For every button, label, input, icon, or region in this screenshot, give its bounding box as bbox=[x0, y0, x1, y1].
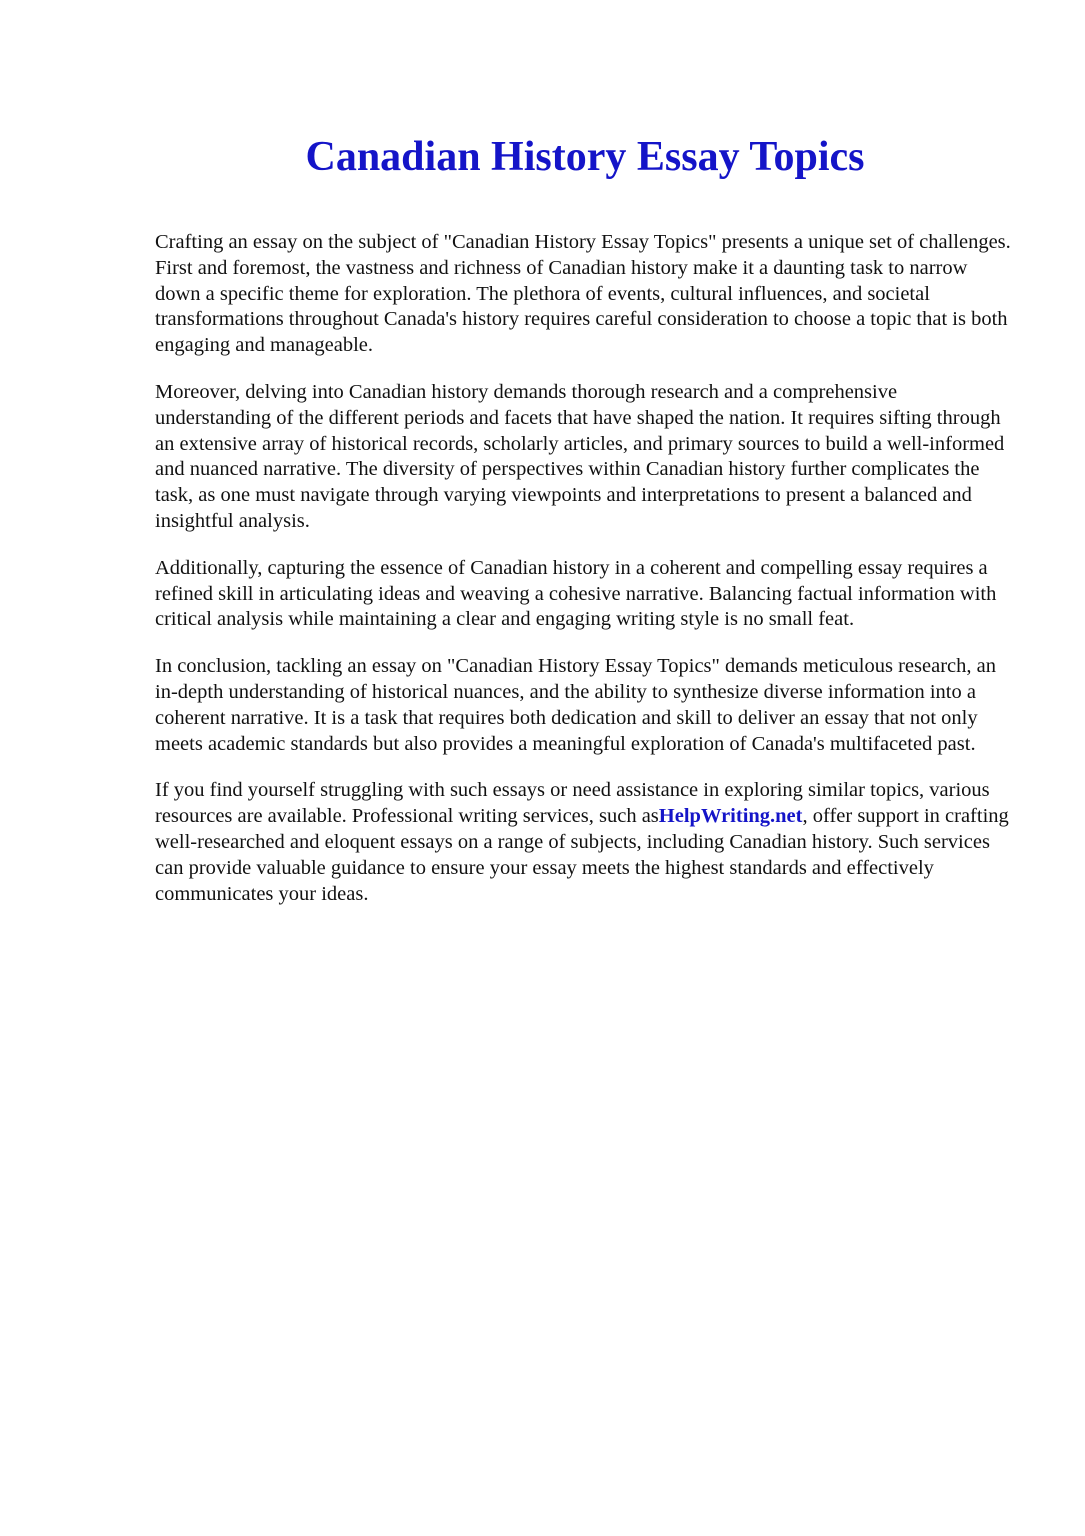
paragraph-2: Moreover, delving into Canadian history demands thorough research and a comprehensive understanding of the different periods and facets that have shaped the nation. It requires sifting through an extensive array of historical records, scholarly articles, and primary sources to build a well-informed and nuanced narrative. The diversity of perspectives within Canadian history further complicates the task, as one must navigate through varying viewpoints and interpretations to present a balanced and insightful analysis. bbox=[155, 380, 1005, 532]
paragraph-5-after-link: , offer support in crafting well-researched and eloquent essays on a range of subjects, including Canadian history. Such services can provide valuable guidance to ensure your essay meets the highest standards and effectively communicates your ideas. bbox=[155, 805, 1009, 905]
helpwriting-link[interactable]: HelpWriting.net bbox=[658, 805, 803, 828]
paragraph-4: In conclusion, tackling an essay on "Canadian History Essay Topics" demands meticulous research, an in-depth understanding of historical nuances, and the ability to synthesize diverse information into a coherent narrative. It is a task that requires both dedication and skill to deliver an essay that not only meets academic standards but also provides a meaningful exploration of Canada's multifaceted past. bbox=[155, 655, 996, 755]
document-body bbox=[155, 230, 1017, 928]
paragraph-5 bbox=[155, 778, 1017, 907]
document-title: Canadian History Essay Topics bbox=[305, 134, 865, 180]
paragraph-1: Crafting an essay on the subject of "Canadian History Essay Topics" presents a unique set of challenges. First and foremost, the vastness and richness of Canadian history make it a daunting task to narrow down a specific theme for exploration. The plethora of events, cultural influences, and societal transformations throughout Canada's history requires careful consideration to choose a topic that is both engaging and manageable. bbox=[155, 231, 1011, 357]
paragraph-5-before-link: If you find yourself struggling with such essays or need assistance in exploring similar topics, various resources are available. Professional writing services, such as bbox=[155, 779, 990, 828]
paragraph-3: Additionally, capturing the essence of Canadian history in a coherent and compelling essay requires a refined skill in articulating ideas and weaving a cohesive narrative. Balancing factual information with critical analysis while maintaining a clear and engaging writing style is no small feat. bbox=[155, 556, 997, 631]
